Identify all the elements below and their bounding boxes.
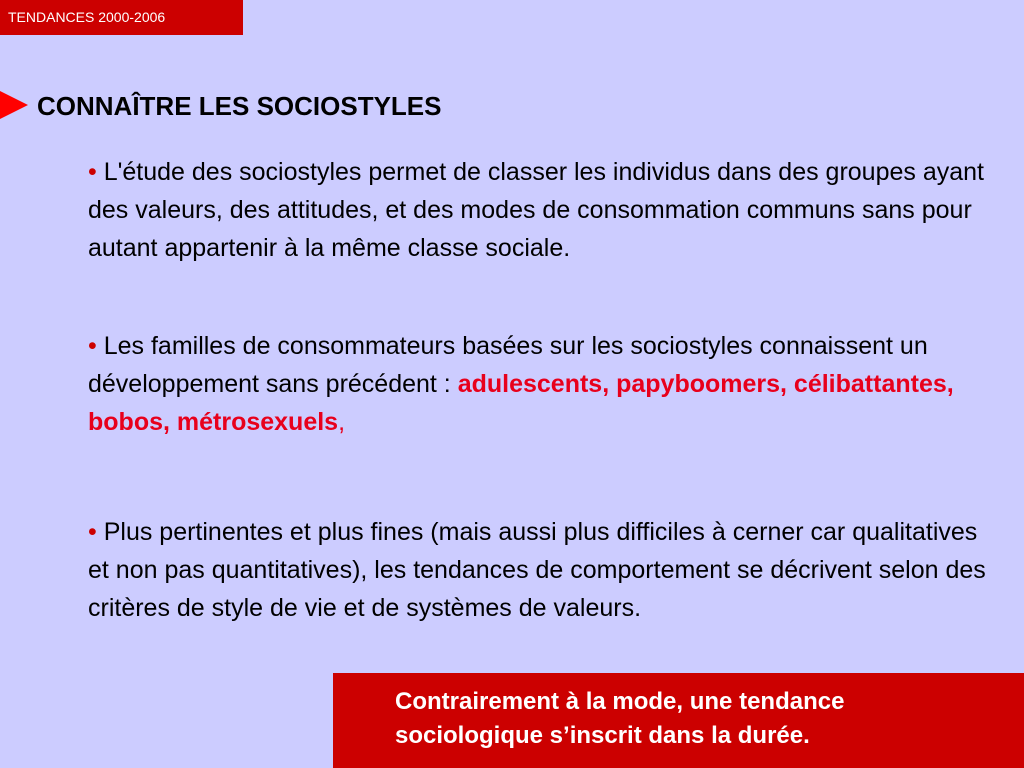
callout-text	[395, 685, 1015, 753]
bullet-paragraph-1	[88, 153, 988, 267]
bullet-paragraph-3	[88, 513, 988, 627]
callout-line-2: sociologique s’inscrit dans la durée.	[395, 722, 810, 749]
bullet-paragraph-2	[88, 327, 988, 441]
bullet-icon: •	[88, 332, 97, 360]
callout-line-1: Contrairement à la mode, une tendance	[395, 688, 845, 715]
sociostyle-list: adulescents, papyboomers, célibattantes, bobos, métrosexuels	[88, 370, 954, 436]
section-tag: TENDANCES 2000-2006	[0, 0, 243, 35]
bullet-icon: •	[88, 518, 97, 546]
paragraph-3-text: Plus pertinentes et plus fines (mais aussi plus difficiles à cerner car qualitatives et non pas quantitatives), les tendances de comportement se décrivent selon des critères de style de vie et de systèmes de valeurs.	[88, 518, 986, 622]
paragraph-2-text: Les familles de consommateurs basées sur les sociostyles connaissent un développement sans précédent :	[88, 332, 928, 398]
bullet-icon: •	[88, 158, 97, 186]
paragraph-1-text: L'étude des sociostyles permet de classer les individus dans des groupes ayant des valeurs, des attitudes, et des modes de consommation communs sans pour autant appartenir à la même classe sociale.	[88, 158, 984, 262]
callout-box	[333, 673, 1024, 768]
title-arrow-icon	[0, 91, 28, 119]
slide-title: CONNAÎTRE LES SOCIOSTYLES	[37, 91, 442, 121]
trailing-comma: ,	[338, 408, 346, 436]
